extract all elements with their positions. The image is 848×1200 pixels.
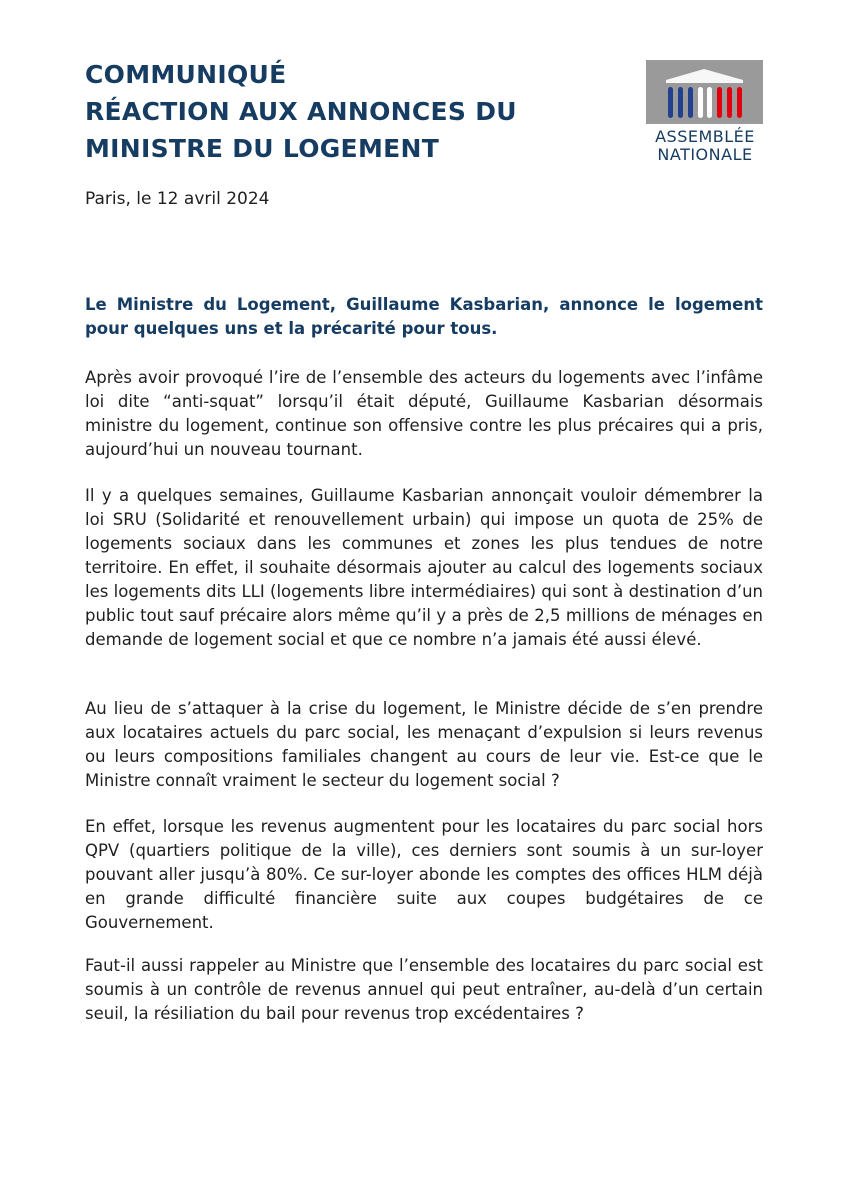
hemicycle-icon: [646, 60, 763, 124]
logo-text-assemblee: ASSEMBLÉE: [655, 127, 755, 146]
title-line-3: MINISTRE DU LOGEMENT: [85, 134, 440, 163]
press-release-title: [85, 56, 605, 167]
body-paragraph-1: Après avoir provoqué l’ire de l’ensemble des acteurs du logements avec l’infâme loi dite “anti-squat” lorsqu’il était député, Guillaume Kasbarian désormais ministre du logement, continue son offensive contre les plus précaires qui a pris, aujourd’hui un nouveau tournant.: [85, 368, 763, 459]
title-line-2: RÉACTION AUX ANNONCES DU: [85, 97, 517, 126]
body-paragraph-2: Il y a quelques semaines, Guillaume Kasbarian annonçait vouloir démembrer la loi SRU (Solidarité et renouvellement urbain) qui impose un quota de 25% de logements sociaux dans les communes et zones les plus tendues de notre territoire. En effet, il souhaite désormais ajouter au calcul des logements sociaux les logements dits LLI (logements libre intermédiaires) qui sont à destination d’un public tout sauf précaire alors même qu’il y a près de 2,5 millions de ménages en demande de logement social et que ce nombre n’a jamais été aussi élevé.: [85, 486, 763, 649]
body-paragraph-5: Faut-il aussi rappeler au Ministre que l’ensemble des locataires du parc social est soumis à un contrôle de revenus annuel qui peut entraîner, au-delà d’un certain seuil, la résiliation du bail pour revenus trop excédentaires ?: [85, 956, 763, 1023]
dateline: Paris, le 12 avril 2024: [85, 189, 270, 209]
logo-hemicycle-box: [646, 60, 763, 124]
title-line-1: COMMUNIQUÉ: [85, 60, 287, 89]
body-paragraph-4: En effet, lorsque les revenus augmentent pour les locataires du parc social hors QPV (quartiers politique de la ville), ces derniers sont soumis à un sur-loyer pouvant aller jusqu’à 80%. Ce sur-loyer abonde les comptes des offices HLM déjà en grande difficulté financière suite aux coupes budgétaires de ce Gouvernement.: [85, 817, 763, 932]
body-paragraph-3: Au lieu de s’attaquer à la crise du logement, le Ministre décide de s’en prendre aux locataires actuels du parc social, les menaçant d’expulsion si leurs revenus ou leurs compositions familiales changent au cours de leur vie. Est-ce que le Ministre connaît vraiment le secteur du logement social ?: [85, 699, 763, 790]
logo-text-nationale: NATIONALE: [657, 145, 753, 164]
assemblee-nationale-logo: [645, 60, 765, 166]
lead-paragraph: Le Ministre du Logement, Guillaume Kasbarian, annonce le logement pour quelques uns et la précarité pour tous.: [85, 295, 763, 338]
